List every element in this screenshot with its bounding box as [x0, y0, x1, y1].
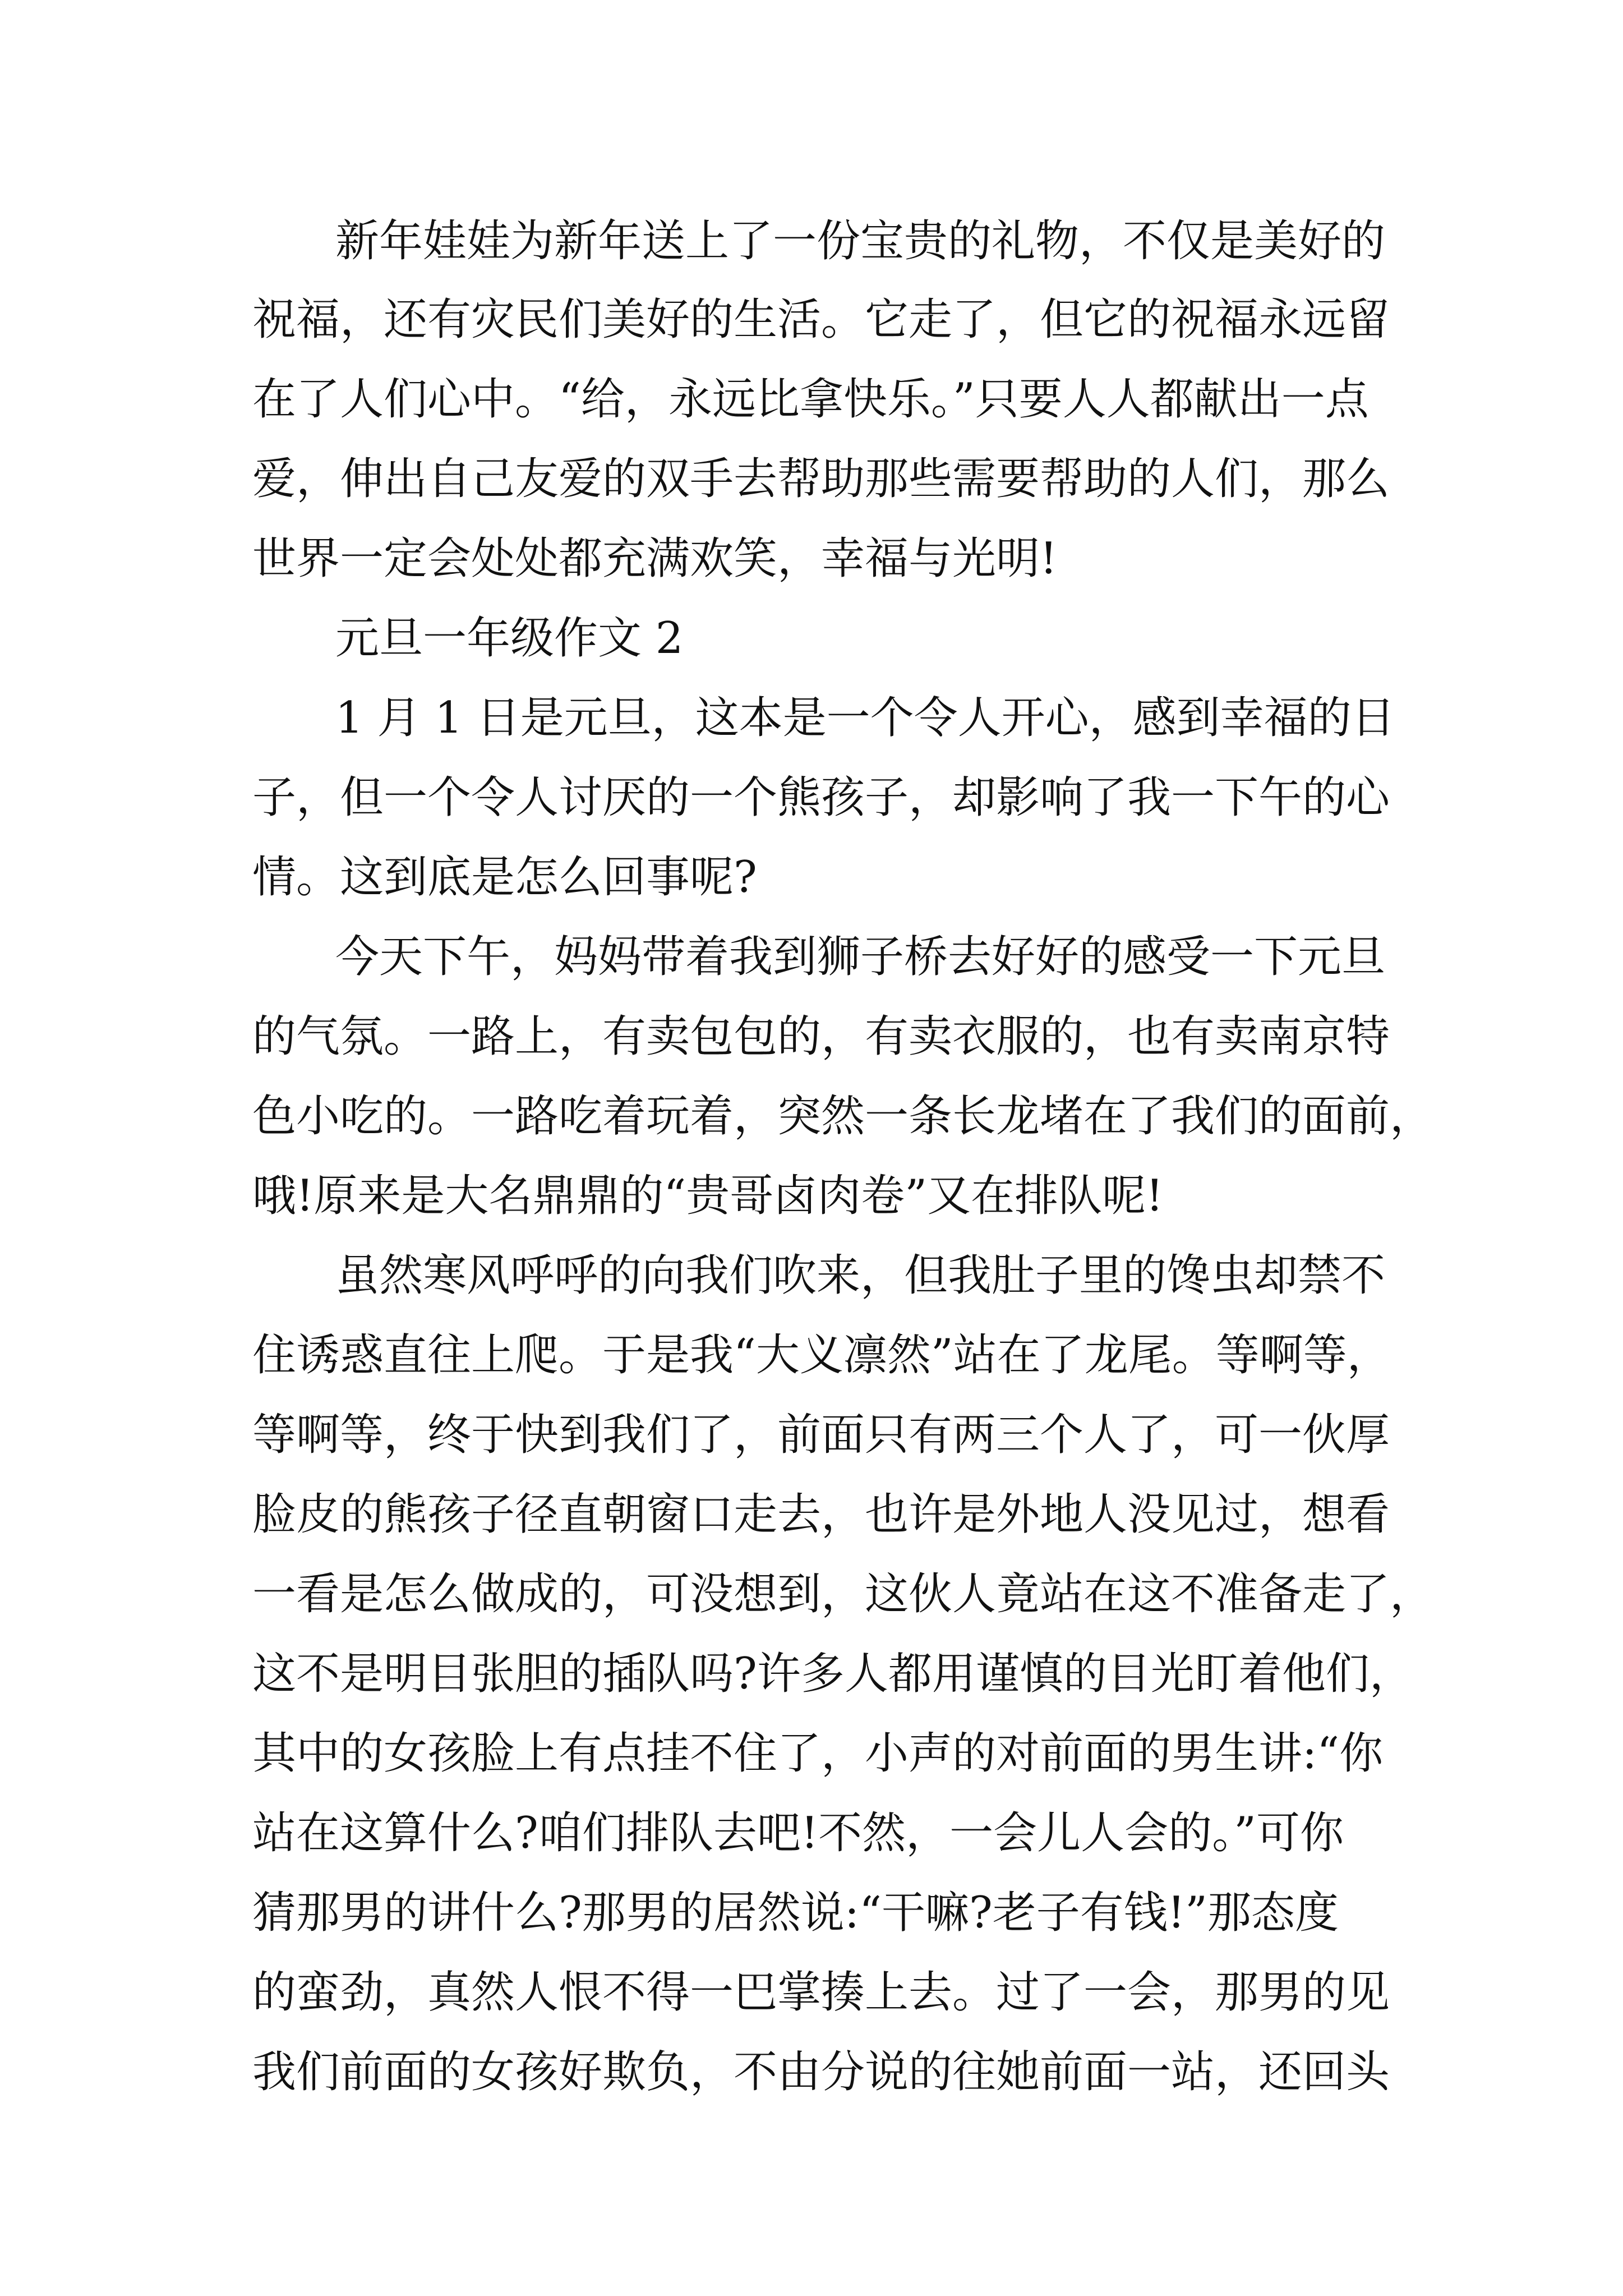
paragraph-line: 哦!原来是大名鼎鼎的“贵哥卤肉卷”又在排队呢! — [252, 1171, 1164, 1221]
paragraph-line: 子，但一个令人讨厌的一个熊孩子，却影响了我一下午的心 — [252, 772, 1390, 823]
paragraph-line: 我们前面的女孩好欺负，不由分说的往她前面一站，还回头 — [252, 2047, 1390, 2097]
paragraph-line: 的气氛。一路上，有卖包包的，有卖衣服的，也有卖南京特 — [252, 1011, 1390, 1062]
paragraph-line: 一看是怎么做成的，可没想到，这伙人竟站在这不准备走了， — [252, 1569, 1434, 1619]
paragraph-line: 这不是明目张胆的插队吗?许多人都用谨慎的目光盯着他们， — [252, 1649, 1413, 1699]
paragraph-line: 祝福，还有灾民们美好的生活。它走了，但它的祝福永远留 — [252, 295, 1390, 345]
paragraph-line: 猜那男的讲什么?那男的居然说:“干嘛?老子有钱!”那态度 — [252, 1888, 1339, 1938]
paragraph-line: 情。这到底是怎么回事呢? — [252, 852, 757, 903]
paragraph-line: 的蛮劲，真然人恨不得一巴掌揍上去。过了一会，那男的见 — [252, 1967, 1390, 2018]
paragraph-line: 新年娃娃为新年送上了一份宝贵的礼物，不仅是美好的 — [335, 216, 1386, 266]
paragraph-line: 世界一定会处处都充满欢笑，幸福与光明! — [252, 533, 1058, 584]
section-heading: 元旦一年级作文 2 — [335, 613, 684, 664]
paragraph-line: 等啊等，终于快到我们了，前面只有两三个人了，可一伙厚 — [252, 1410, 1390, 1460]
paragraph-line: 爱，伸出自己友爱的双手去帮助那些需要帮助的人们，那么 — [252, 454, 1390, 504]
paragraph-line: 其中的女孩脸上有点挂不住了，小声的对前面的男生讲:“你 — [252, 1728, 1384, 1779]
paragraph-line: 在了人们心中。“给，永远比拿快乐。”只要人人都献出一点 — [252, 374, 1369, 425]
paragraph-line: 色小吃的。一路吃着玩着，突然一条长龙堵在了我们的面前， — [252, 1091, 1434, 1142]
paragraph-line: 虽然寒风呼呼的向我们吹来，但我肚子里的馋虫却禁不 — [335, 1250, 1386, 1301]
paragraph-line: 今天下午，妈妈带着我到狮子桥去好好的感受一下元旦 — [335, 932, 1386, 982]
paragraph-line: 站在这算什么?咱们排队去吧!不然，一会儿人会的。”可你 — [252, 1808, 1344, 1858]
paragraph-line: 脸皮的熊孩子径直朝窗口走去，也许是外地人没见过，想看 — [252, 1489, 1390, 1540]
paragraph-line: 1 月 1 日是元旦，这本是一个令人开心，感到幸福的日 — [335, 693, 1395, 743]
paragraph-line: 住诱惑直往上爬。于是我“大义凛然”站在了龙尾。等啊等， — [252, 1330, 1391, 1381]
